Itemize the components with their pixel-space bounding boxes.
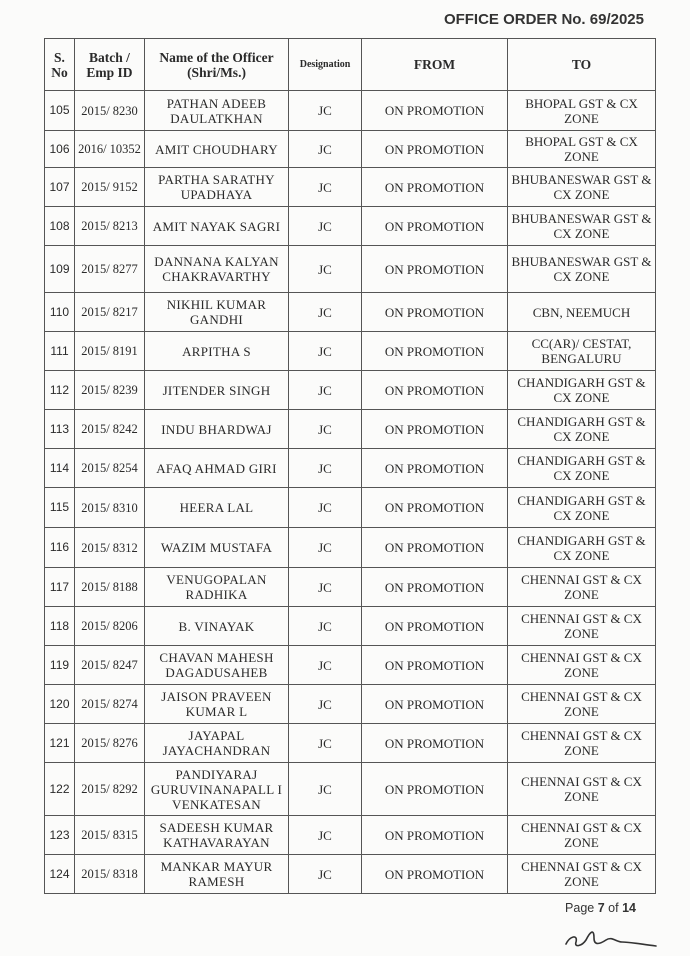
cell-designation: JC: [289, 816, 362, 855]
cell-designation: JC: [289, 293, 362, 332]
cell-batch: 2015/ 8312: [75, 528, 145, 568]
table-row: [45, 131, 656, 168]
cell-designation: JC: [289, 488, 362, 528]
table-row: [45, 528, 656, 568]
cell-designation: JC: [289, 607, 362, 646]
cell-sno: 117: [45, 568, 75, 607]
cell-batch: 2015/ 8315: [75, 816, 145, 855]
cell-sno: 110: [45, 293, 75, 332]
cell-from: ON PROMOTION: [362, 816, 508, 855]
cell-officer-name: INDU BHARDWAJ: [145, 410, 289, 449]
cell-from: ON PROMOTION: [362, 293, 508, 332]
cell-to: CHENNAI GST & CX ZONE: [508, 685, 656, 724]
cell-officer-name: AMIT NAYAK SAGRI: [145, 207, 289, 246]
cell-from: ON PROMOTION: [362, 207, 508, 246]
cell-to: CC(AR)/ CESTAT, BENGALURU: [508, 332, 656, 371]
cell-designation: JC: [289, 246, 362, 293]
cell-officer-name: SADEESH KUMAR KATHAVARAYAN: [145, 816, 289, 855]
cell-designation: JC: [289, 168, 362, 207]
cell-sno: 124: [45, 855, 75, 894]
table-row: [45, 568, 656, 607]
cell-officer-name: B. VINAYAK: [145, 607, 289, 646]
table-row: [45, 293, 656, 332]
cell-from: ON PROMOTION: [362, 371, 508, 410]
cell-officer-name: PANDIYARAJ GURUVINANAPALL I VENKATESAN: [145, 763, 289, 816]
cell-officer-name: PARTHA SARATHY UPADHAYA: [145, 168, 289, 207]
header-batch-emp-id: Batch / Emp ID: [75, 39, 145, 91]
cell-to: CHENNAI GST & CX ZONE: [508, 568, 656, 607]
cell-officer-name: HEERA LAL: [145, 488, 289, 528]
cell-sno: 113: [45, 410, 75, 449]
cell-officer-name: NIKHIL KUMAR GANDHI: [145, 293, 289, 332]
cell-batch: 2015/ 8242: [75, 410, 145, 449]
cell-batch: 2015/ 8188: [75, 568, 145, 607]
cell-to: CHENNAI GST & CX ZONE: [508, 724, 656, 763]
cell-to: BHOPAL GST & CX ZONE: [508, 91, 656, 131]
cell-batch: 2015/ 8277: [75, 246, 145, 293]
table-row: [45, 607, 656, 646]
officer-transfer-table: [44, 38, 656, 894]
cell-from: ON PROMOTION: [362, 131, 508, 168]
cell-designation: JC: [289, 528, 362, 568]
cell-designation: JC: [289, 332, 362, 371]
cell-to: BHUBANESWAR GST & CX ZONE: [508, 168, 656, 207]
cell-from: ON PROMOTION: [362, 568, 508, 607]
cell-sno: 115: [45, 488, 75, 528]
table-header-row: [45, 39, 656, 91]
cell-from: ON PROMOTION: [362, 246, 508, 293]
cell-officer-name: JAYAPAL JAYACHANDRAN: [145, 724, 289, 763]
cell-designation: JC: [289, 91, 362, 131]
cell-batch: 2015/ 8276: [75, 724, 145, 763]
cell-to: CHANDIGARH GST & CX ZONE: [508, 449, 656, 488]
table-row: [45, 246, 656, 293]
table-row: [45, 724, 656, 763]
cell-officer-name: WAZIM MUSTAFA: [145, 528, 289, 568]
table-row: [45, 488, 656, 528]
cell-designation: JC: [289, 410, 362, 449]
cell-from: ON PROMOTION: [362, 646, 508, 685]
cell-to: BHUBANESWAR GST & CX ZONE: [508, 246, 656, 293]
cell-sno: 114: [45, 449, 75, 488]
cell-designation: JC: [289, 131, 362, 168]
header-from: FROM: [362, 39, 508, 91]
signature: [560, 920, 660, 954]
cell-to: CHANDIGARH GST & CX ZONE: [508, 528, 656, 568]
cell-officer-name: AMIT CHOUDHARY: [145, 131, 289, 168]
cell-from: ON PROMOTION: [362, 410, 508, 449]
cell-sno: 119: [45, 646, 75, 685]
cell-sno: 112: [45, 371, 75, 410]
cell-batch: 2015/ 8191: [75, 332, 145, 371]
cell-from: ON PROMOTION: [362, 91, 508, 131]
cell-designation: JC: [289, 449, 362, 488]
cell-from: ON PROMOTION: [362, 685, 508, 724]
cell-from: ON PROMOTION: [362, 332, 508, 371]
page-label: Page: [565, 901, 595, 915]
cell-batch: 2015/ 8217: [75, 293, 145, 332]
cell-batch: 2015/ 8230: [75, 91, 145, 131]
cell-designation: JC: [289, 568, 362, 607]
cell-sno: 105: [45, 91, 75, 131]
cell-batch: 2015/ 8239: [75, 371, 145, 410]
cell-batch: 2015/ 8318: [75, 855, 145, 894]
cell-from: ON PROMOTION: [362, 763, 508, 816]
cell-designation: JC: [289, 763, 362, 816]
cell-sno: 121: [45, 724, 75, 763]
cell-officer-name: AFAQ AHMAD GIRI: [145, 449, 289, 488]
table-row: [45, 449, 656, 488]
cell-to: CHENNAI GST & CX ZONE: [508, 607, 656, 646]
table-row: [45, 332, 656, 371]
cell-to: CHANDIGARH GST & CX ZONE: [508, 488, 656, 528]
cell-officer-name: JAISON PRAVEEN KUMAR L: [145, 685, 289, 724]
cell-officer-name: PATHAN ADEEB DAULATKHAN: [145, 91, 289, 131]
header-designation: Designation: [289, 39, 362, 91]
table-body: [45, 91, 656, 894]
table-row: [45, 855, 656, 894]
cell-to: CHENNAI GST & CX ZONE: [508, 646, 656, 685]
cell-designation: JC: [289, 855, 362, 894]
cell-officer-name: DANNANA KALYAN CHAKRAVARTHY: [145, 246, 289, 293]
cell-sno: 111: [45, 332, 75, 371]
table-row: [45, 646, 656, 685]
cell-sno: 108: [45, 207, 75, 246]
cell-designation: JC: [289, 371, 362, 410]
page-of: of: [608, 901, 619, 915]
cell-from: ON PROMOTION: [362, 724, 508, 763]
cell-designation: JC: [289, 207, 362, 246]
page-current: 7: [597, 901, 605, 915]
cell-from: ON PROMOTION: [362, 855, 508, 894]
cell-from: ON PROMOTION: [362, 528, 508, 568]
cell-to: BHOPAL GST & CX ZONE: [508, 131, 656, 168]
cell-to: CHANDIGARH GST & CX ZONE: [508, 410, 656, 449]
cell-from: ON PROMOTION: [362, 168, 508, 207]
cell-sno: 118: [45, 607, 75, 646]
cell-batch: 2015/ 8206: [75, 607, 145, 646]
cell-batch: 2015/ 8247: [75, 646, 145, 685]
cell-batch: 2015/ 8310: [75, 488, 145, 528]
cell-from: ON PROMOTION: [362, 449, 508, 488]
table-row: [45, 371, 656, 410]
cell-sno: 116: [45, 528, 75, 568]
cell-from: ON PROMOTION: [362, 607, 508, 646]
office-order-number: OFFICE ORDER No. 69/2025: [443, 11, 644, 28]
cell-from: ON PROMOTION: [362, 488, 508, 528]
cell-designation: JC: [289, 685, 362, 724]
cell-officer-name: MANKAR MAYUR RAMESH: [145, 855, 289, 894]
cell-to: CHENNAI GST & CX ZONE: [508, 763, 656, 816]
cell-designation: JC: [289, 724, 362, 763]
cell-officer-name: JITENDER SINGH: [145, 371, 289, 410]
cell-officer-name: ARPITHA S: [145, 332, 289, 371]
cell-to: CHANDIGARH GST & CX ZONE: [508, 371, 656, 410]
header-sno: S. No: [45, 39, 75, 91]
cell-to: BHUBANESWAR GST & CX ZONE: [508, 207, 656, 246]
cell-sno: 107: [45, 168, 75, 207]
cell-sno: 123: [45, 816, 75, 855]
cell-officer-name: CHAVAN MAHESH DAGADUSAHEB: [145, 646, 289, 685]
cell-batch: 2015/ 8274: [75, 685, 145, 724]
cell-batch: 2015/ 8254: [75, 449, 145, 488]
cell-to: CHENNAI GST & CX ZONE: [508, 855, 656, 894]
cell-sno: 109: [45, 246, 75, 293]
table-row: [45, 207, 656, 246]
cell-to: CHENNAI GST & CX ZONE: [508, 816, 656, 855]
table-row: [45, 763, 656, 816]
table-row: [45, 91, 656, 131]
table-row: [45, 685, 656, 724]
table-row: [45, 816, 656, 855]
header-to: TO: [508, 39, 656, 91]
cell-batch: 2015/ 9152: [75, 168, 145, 207]
cell-sno: 106: [45, 131, 75, 168]
page-number: [565, 901, 636, 915]
cell-batch: 2015/ 8292: [75, 763, 145, 816]
cell-officer-name: VENUGOPALAN RADHIKA: [145, 568, 289, 607]
cell-designation: JC: [289, 646, 362, 685]
table-row: [45, 410, 656, 449]
cell-sno: 122: [45, 763, 75, 816]
cell-batch: 2015/ 8213: [75, 207, 145, 246]
cell-batch: 2016/ 10352: [75, 131, 145, 168]
header-officer-name: Name of the Officer (Shri/Ms.): [145, 39, 289, 91]
cell-sno: 120: [45, 685, 75, 724]
cell-to: CBN, NEEMUCH: [508, 293, 656, 332]
page-total: 14: [622, 901, 636, 915]
table-row: [45, 168, 656, 207]
